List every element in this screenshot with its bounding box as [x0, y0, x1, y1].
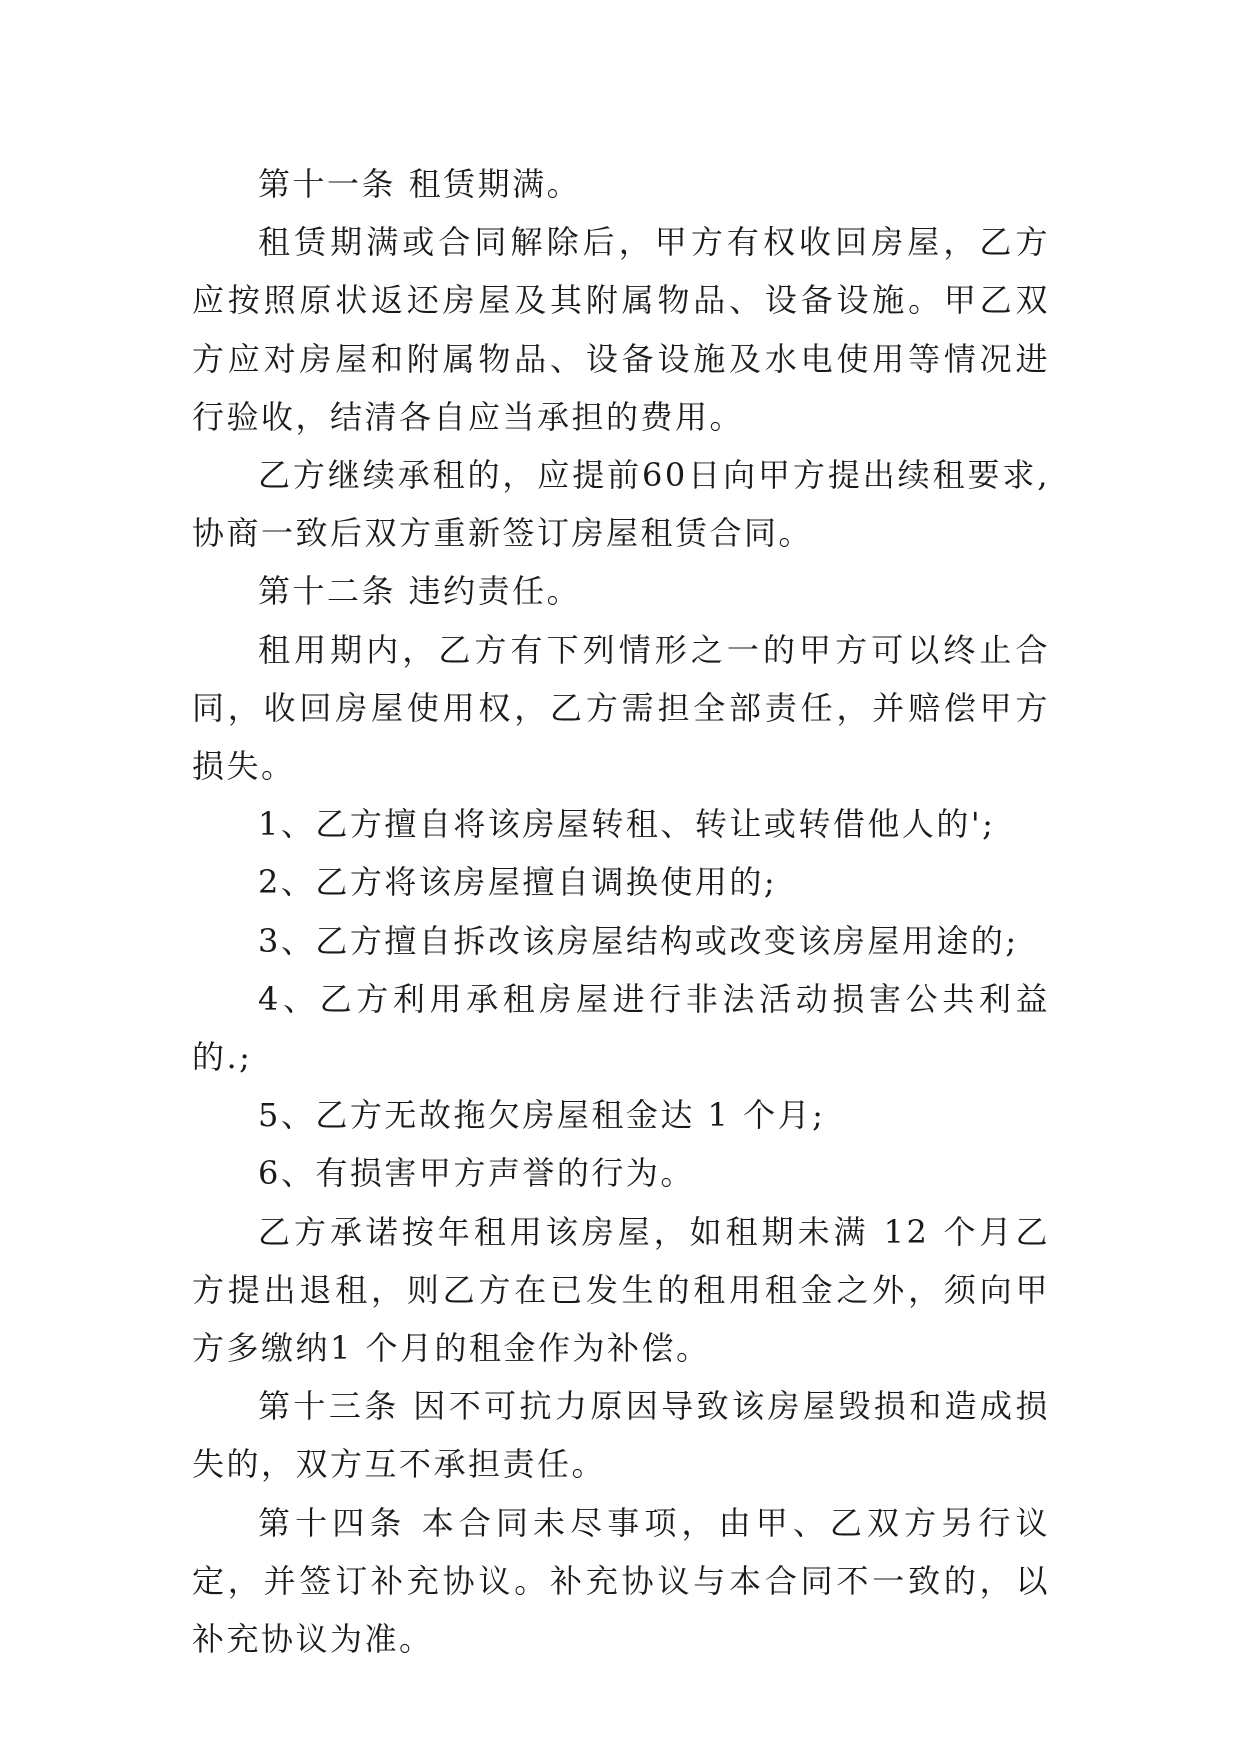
article-12-heading: 第十二条 违约责任。	[258, 572, 582, 611]
article-12-termination-clause: 租用期内，乙方有下列情形之一的甲方可以终止合同，收回房屋使用权，乙方需担全部责任，并赔偿甲方损失。	[192, 630, 1050, 786]
article-14-supplementary: 第十四条 本合同未尽事项，由甲、乙双方另行议定，并签订补充协议。补充协议与本合同不一致的，以补充协议为准。	[192, 1503, 1050, 1659]
article-11-heading: 第十一条 租赁期满。	[258, 165, 582, 203]
breach-item-5: 5、乙方无故拖欠房屋租金达 1 个月;	[258, 1096, 826, 1135]
article-13-force-majeure: 第十三条 因不可抗力原因导致该房屋毁损和造成损失的，双方互不承担责任。	[192, 1387, 1050, 1484]
early-termination-clause: 乙方承诺按年租用该房屋，如租期未满 12 个月乙方提出退租，则乙方在已发生的租用租金之外，须向甲方多缴纳1 个月的租金作为补偿。	[192, 1212, 1050, 1368]
article-11-renewal-clause: 乙方继续承租的，应提前60日向甲方提出续租要求,协商一致后双方重新签订房屋租赁合同。	[192, 456, 1050, 553]
breach-item-6: 6、有损害甲方声誉的行为。	[258, 1154, 695, 1193]
document-body	[192, 155, 1050, 1668]
article-11-return-clause: 租赁期满或合同解除后，甲方有权收回房屋，乙方应按照原状返还房屋及其附属物品、设备设施。甲乙双方应对房屋和附属物品、设备设施及水电使用等情况进行验收，结清各自应当承担的费用。	[192, 223, 1050, 436]
breach-item-1: 1、乙方擅自将该房屋转租、转让或转借他人的';	[258, 805, 996, 844]
breach-item-2: 2、乙方将该房屋擅自调换使用的;	[258, 863, 778, 902]
breach-item-4: 4、乙方利用承租房屋进行非法活动损害公共利益的.;	[192, 979, 1050, 1077]
breach-item-3: 3、乙方擅自拆改该房屋结构或改变该房屋用途的;	[258, 921, 1019, 960]
